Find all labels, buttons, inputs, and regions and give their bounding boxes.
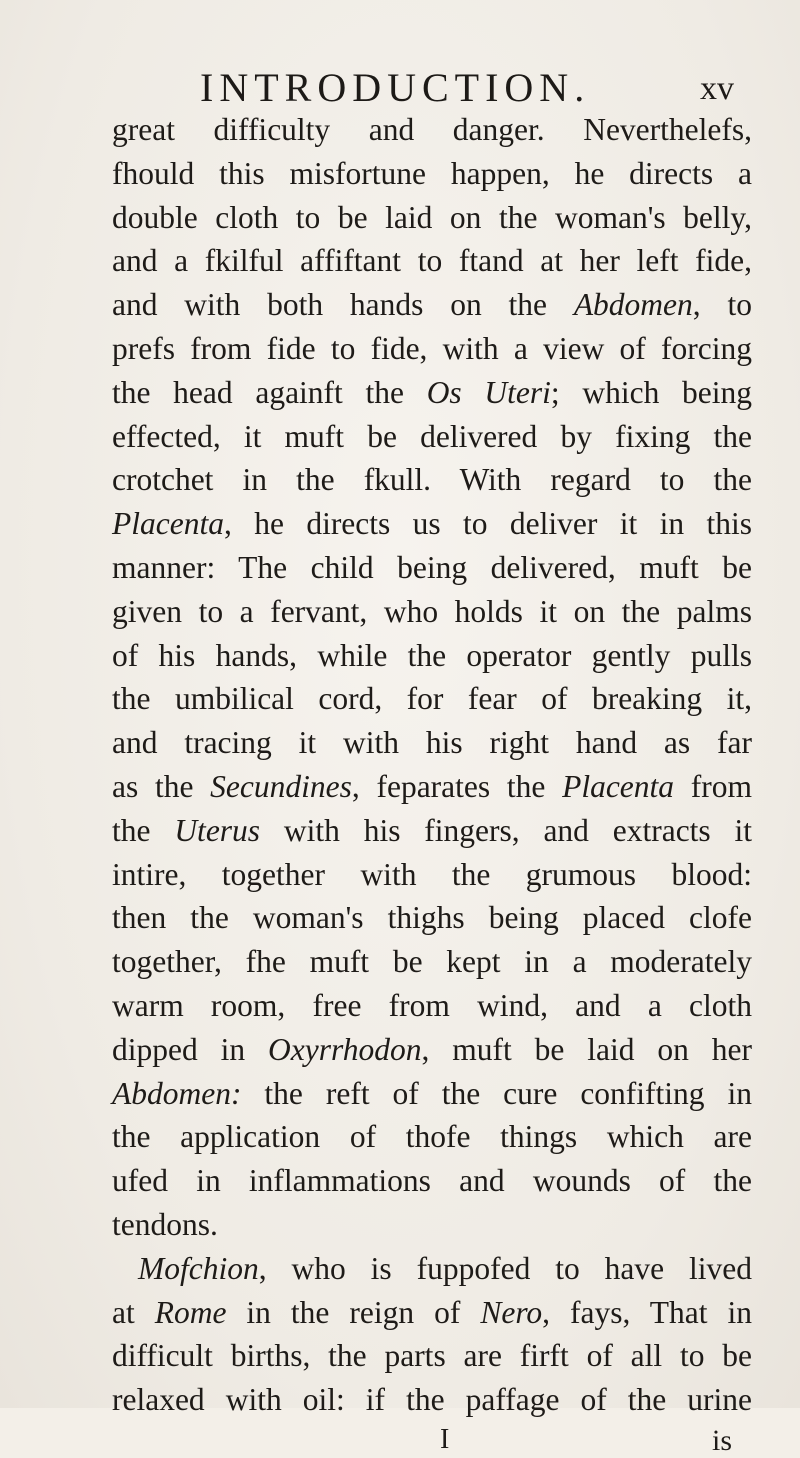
text-line: [112, 196, 752, 240]
italic-term: Placenta: [112, 506, 224, 542]
text-segment: ; which being: [550, 374, 753, 410]
signature-mark: I: [440, 1424, 450, 1455]
italic-term: Uterus: [174, 812, 261, 848]
text-line: [112, 239, 752, 283]
text-segment: together, fhe muft be kept in a moderately: [112, 944, 752, 980]
text-line: [112, 765, 752, 809]
text-line: [112, 677, 752, 721]
text-line: [112, 1334, 752, 1378]
text-segment: then the woman's thighs being placed clofe: [112, 900, 752, 936]
text-segment: the umbilical cord, for fear of breaking it,: [112, 681, 752, 717]
italic-term: Os Uteri: [426, 374, 551, 410]
text-line: [112, 546, 752, 590]
text-segment: great difficulty and danger. Neverthelefs,: [112, 112, 752, 147]
text-line: [112, 1203, 752, 1247]
text-line: [112, 1115, 752, 1159]
text-segment: warm room, free from wind, and a cloth: [112, 987, 752, 1023]
text-segment: and with both hands on the: [112, 287, 574, 323]
page-number: xv: [700, 70, 734, 107]
text-line: [112, 415, 752, 459]
text-segment: given to a fervant, who holds it on the palms: [112, 593, 752, 629]
text-line: [112, 1378, 752, 1422]
text-segment: , feparates the: [351, 768, 563, 804]
text-line: [112, 984, 752, 1028]
text-line: [112, 1159, 752, 1203]
text-line: [112, 1291, 752, 1335]
text-segment: intire, together with the grumous blood:: [112, 856, 752, 892]
italic-term: Oxyrrhodon: [268, 1031, 422, 1067]
text-segment: fhould this misfortune happen, he directs a: [112, 155, 752, 191]
text-line: [112, 108, 752, 152]
text-line: [112, 809, 752, 853]
italic-term: Nero: [480, 1294, 543, 1330]
italic-term: Mofchion: [138, 1250, 259, 1286]
text-line: [112, 1028, 752, 1072]
text-line: [112, 1072, 752, 1116]
text-segment: effected, it muft be delivered by fixing the: [112, 418, 752, 454]
text-line: [112, 283, 752, 327]
text-line: [112, 371, 752, 415]
italic-term: Secundines: [210, 768, 352, 804]
text-segment: as the: [112, 768, 211, 804]
text-segment: prefs from fide to fide, with a view of forcing: [112, 330, 752, 366]
text-line: [112, 940, 752, 984]
text-segment: from: [674, 768, 752, 804]
text-segment: and tracing it with his right hand as far: [112, 725, 752, 761]
text-segment: the reft of the cure confifting in: [241, 1075, 752, 1111]
text-segment: crotchet in the fkull. With regard to the: [112, 462, 752, 498]
text-segment: difficult births, the parts are firft of all to be: [112, 1338, 752, 1374]
text-segment: at: [112, 1294, 155, 1330]
italic-term: Rome: [154, 1294, 227, 1330]
text-line: [112, 590, 752, 634]
text-segment: tendons.: [112, 1206, 218, 1242]
text-line: [112, 327, 752, 371]
text-line: [112, 502, 752, 546]
body-text: [112, 108, 752, 1422]
catchword: is: [712, 1424, 733, 1457]
text-segment: of his hands, while the operator gently pulls: [112, 637, 752, 673]
text-segment: dipped in: [112, 1031, 269, 1067]
text-segment: , muft be laid on her: [421, 1031, 752, 1067]
italic-term: Abdomen: [573, 287, 693, 323]
text-segment: relaxed with oil: if the paffage of the urine: [112, 1382, 752, 1418]
text-line: [112, 896, 752, 940]
text-segment: the application of thofe things which are: [112, 1119, 752, 1155]
text-segment: , he directs us to deliver it in this: [223, 506, 752, 542]
text-line: [112, 152, 752, 196]
text-segment: the head againft the: [112, 374, 427, 410]
text-line: [112, 634, 752, 678]
running-title: INTRODUCTION.: [200, 65, 591, 110]
text-segment: , to: [692, 287, 752, 323]
text-segment: , who is fuppofed to have lived: [258, 1250, 752, 1286]
text-segment: and a fkilful affiftant to ftand at her left fide,: [112, 243, 752, 279]
text-line: [112, 1247, 752, 1291]
text-segment: in the reign of: [226, 1294, 481, 1330]
text-segment: ufed in inflammations and wounds of the: [112, 1163, 752, 1199]
text-segment: manner: The child being delivered, muft be: [112, 549, 752, 585]
text-segment: double cloth to be laid on the woman's belly,: [112, 199, 752, 235]
italic-term: Abdomen:: [112, 1075, 242, 1111]
text-line: [112, 458, 752, 502]
text-segment: the: [112, 812, 175, 848]
text-segment: , fays, That in: [542, 1294, 753, 1330]
text-line: [112, 721, 752, 765]
text-segment: with his fingers, and extracts it: [260, 812, 753, 848]
text-line: [112, 853, 752, 897]
italic-term: Placenta: [562, 768, 675, 804]
